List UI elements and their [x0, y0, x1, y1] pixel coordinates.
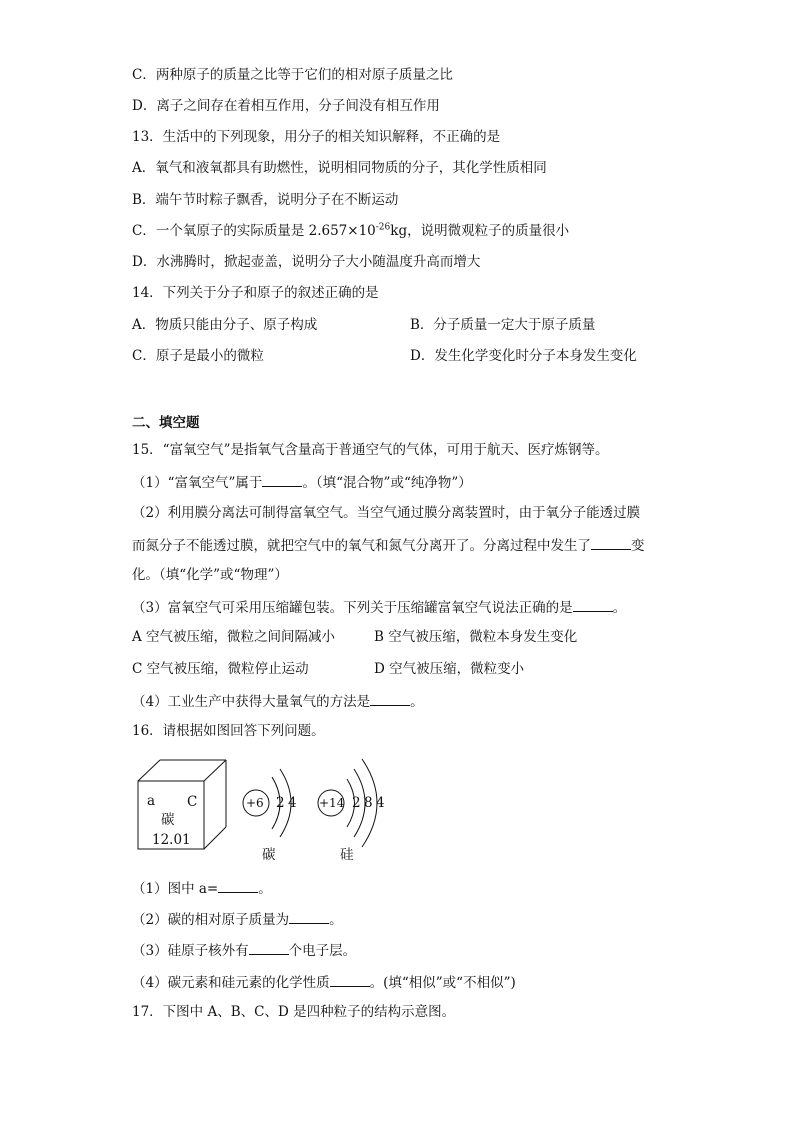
part-text: （3）硅原子核外有	[132, 943, 249, 959]
question-15-part2: （2）利用膜分离法可制得富氧空气。当空气通过膜分离装置时，由于氧分子能透过膜	[132, 505, 641, 521]
part-text-end: 。	[410, 694, 424, 710]
option-13c-text-end: kg，说明微观粒子的质量很小	[390, 223, 570, 239]
question-14: 14．下列关于分子和原子的叙述正确的是	[132, 285, 379, 301]
carbon-shell-1: 2	[276, 795, 285, 811]
option-14d: D．发生化学变化时分子本身发生变化	[410, 348, 637, 364]
carbon-shell-2: 4	[288, 795, 297, 811]
part-text-end: 。（填“混合物”或“纯净物”）	[302, 475, 472, 491]
part-text-end: 个电子层。	[288, 943, 357, 959]
question-15: 15．“富氧空气”是指氧气含量高于普通空气的气体，可用于航天、医疗炼钢等。	[132, 442, 609, 458]
option-13c-text: C．一个氧原子的实际质量是 2.657×10	[132, 223, 376, 239]
option-13c	[132, 222, 569, 240]
carbon-nucleus: +6	[246, 796, 264, 810]
option-14b: B．分子质量一定大于原子质量	[410, 317, 596, 333]
answer-blank[interactable]	[573, 597, 613, 612]
question-17: 17．下图中 A、B、C、D 是四种粒子的结构示意图。	[132, 1004, 456, 1020]
part-text: （1）图中 a=	[132, 881, 219, 897]
option-13a: A．氧气和液氧都具有助燃性，说明相同物质的分子，其化学性质相同	[132, 160, 547, 176]
answer-blank[interactable]	[289, 909, 329, 924]
option-12c: C．两种原子的质量之比等于它们的相对原子质量之比	[132, 67, 453, 83]
question-16-part4	[132, 972, 516, 992]
question-15-part4	[132, 691, 424, 711]
question-15-part3	[132, 597, 626, 617]
option-14a: A．物质只能由分子、原子构成	[132, 317, 318, 333]
answer-blank[interactable]	[370, 691, 410, 706]
section-heading: 二、填空题	[132, 415, 200, 431]
carbon-label: 碳	[262, 847, 276, 863]
question-13: 13．生活中的下列现象，用分子的相关知识解释，不正确的是	[132, 129, 501, 145]
part-text: （4）碳元素和硅元素的化学性质	[132, 975, 330, 991]
part-text-end: 。	[329, 912, 343, 928]
part-text: （3）富氧空气可采用压缩罐包装。下列关于压缩罐富氧空气说法正确的是	[132, 600, 573, 616]
part-text-end: 。	[258, 881, 272, 897]
answer-blank[interactable]	[330, 972, 370, 987]
exponent: -26	[375, 222, 391, 233]
question-16: 16．请根据如图回答下列问题。	[132, 723, 325, 739]
option-14c: C．原子是最小的微粒	[132, 348, 264, 364]
question-16-part1	[132, 878, 272, 898]
part-text-end: 变	[631, 538, 645, 554]
option-15-3b: B 空气被压缩，微粒本身发生变化	[374, 629, 578, 645]
silicon-shell-2: 8	[364, 795, 373, 811]
option-15-3a: A 空气被压缩，微粒之间间隔减小	[132, 629, 336, 645]
question-15-part2-end: 化。（填“化学”或“物理”）	[132, 567, 288, 583]
option-15-3c: C 空气被压缩，微粒停止运动	[132, 661, 309, 677]
silicon-nucleus: +14	[319, 796, 345, 810]
silicon-shell-1: 2	[352, 795, 361, 811]
silicon-label: 硅	[340, 847, 354, 863]
question-16-part3	[132, 940, 356, 960]
part-text-end: 。(填“相似”或“不相似”)	[369, 975, 516, 991]
tile-symbol: C	[187, 794, 198, 810]
question-16-part2	[132, 909, 343, 929]
option-12d: D．离子之间存在着相互作用，分子间没有相互作用	[132, 98, 440, 114]
option-13d: D．水沸腾时，掀起壶盖，说明分子大小随温度升高而增大	[132, 254, 481, 270]
silicon-shell-3: 4	[376, 795, 385, 811]
part-text: （2）碳的相对原子质量为	[132, 912, 290, 928]
part-text-end: 。	[612, 600, 627, 616]
question-15-part1	[132, 472, 472, 492]
part-text: 而氮分子不能透过膜，就把空气中的氧气和氮气分离开了。分离过程中发生了	[132, 538, 591, 554]
element-figure	[132, 757, 412, 867]
answer-blank[interactable]	[262, 472, 302, 487]
question-15-part2-cont	[132, 535, 645, 555]
part-text: （4）工业生产中获得大量氧气的方法是	[132, 694, 371, 710]
answer-blank[interactable]	[218, 878, 258, 893]
answer-blank[interactable]	[249, 940, 289, 955]
option-13b: B．端午节时粽子飘香，说明分子在不断运动	[132, 192, 399, 208]
tile-atomic-number: a	[147, 793, 156, 809]
option-15-3d: D 空气被压缩，微粒变小	[374, 661, 525, 677]
tile-mass: 12.01	[152, 832, 191, 848]
answer-blank[interactable]	[591, 535, 631, 550]
tile-name: 碳	[161, 812, 175, 828]
part-text: （1）“富氧空气”属于	[132, 475, 263, 491]
